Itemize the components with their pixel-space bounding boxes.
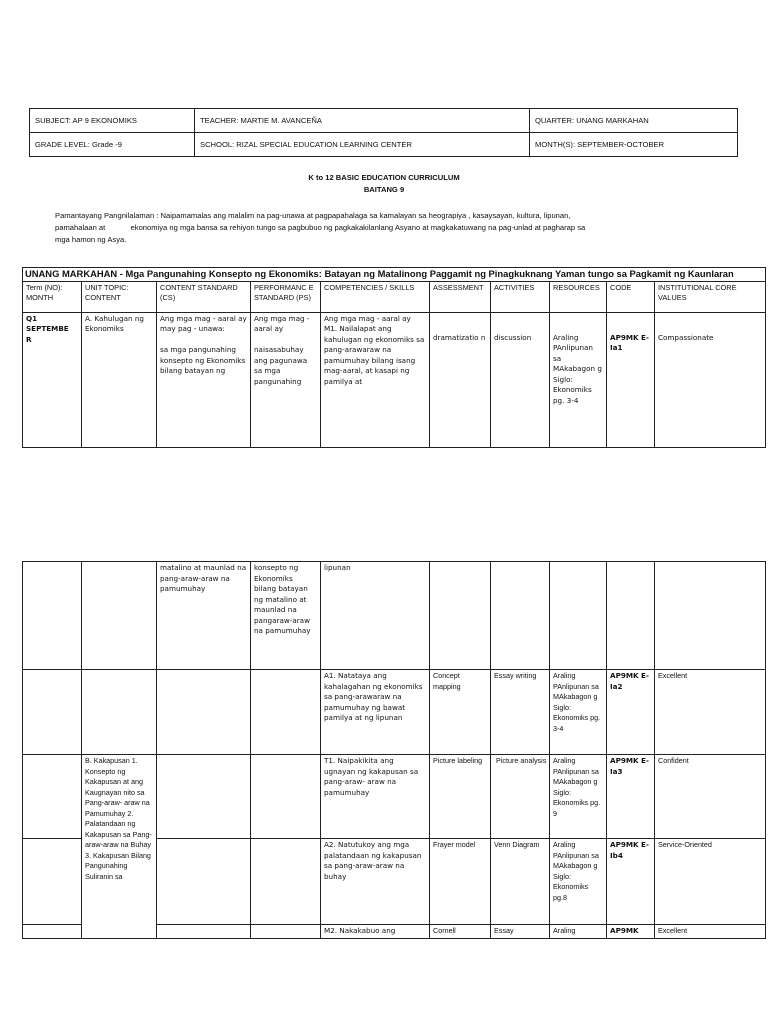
assessment-cell: Cornell xyxy=(430,925,491,939)
competency-cell: Ang mga mag - aaral ay M1. Nailalapat ang kahulugan ng ekonomiks sa pang-arawaraw na pamumuhay bilang isang mag-aaral, at kasapi ng pamilya at xyxy=(321,312,430,447)
topic-cell: A. Kahulugan ng Ekonomiks xyxy=(82,312,157,447)
performance-standard-cell xyxy=(251,670,321,755)
assessment-cell: Picture labeling xyxy=(430,755,491,839)
core-value-cell xyxy=(655,562,766,670)
resources-cell: Araling PAnlipunan sa MAkabagon g Siglo: Ekonomiks pg. 3-4 xyxy=(550,670,607,755)
core-value-cell: Service-Oriented xyxy=(655,839,766,925)
content-standard-cell xyxy=(157,925,251,939)
months-cell: MONTH(S): SEPTEMBER-OCTOBER xyxy=(530,133,738,157)
resources-cell xyxy=(550,562,607,670)
subject-cell: SUBJECT: AP 9 EKONOMIKS xyxy=(30,109,195,133)
teacher-cell: TEACHER: MARTIE M. AVANCEÑA xyxy=(195,109,530,133)
column-header-row xyxy=(23,281,766,312)
activity-cell: Essay xyxy=(491,925,550,939)
info-row xyxy=(30,109,738,133)
pamantayan-line: mga hamon ng Asya. xyxy=(55,235,127,244)
curriculum-title: K to 12 BASIC EDUCATION CURRICULUM xyxy=(308,173,460,182)
core-value-cell: Excellent xyxy=(655,670,766,755)
grade-cell: GRADE LEVEL: Grade -9 xyxy=(30,133,195,157)
code-cell: AP9MK E-Ia1 xyxy=(607,312,655,447)
column-header: CONTENT STANDARD (CS) xyxy=(157,281,251,312)
core-value-cell: Compassionate xyxy=(655,312,766,447)
pamantayan-paragraph xyxy=(55,210,715,246)
code-cell: AP9MK E-Ib4 xyxy=(607,839,655,925)
code-cell: AP9MK E-Ia3 xyxy=(607,755,655,839)
pamantayan-line: pamahalaan at ekonomiya ng mga bansa sa rehiyon tungo sa pagbubuo ng pagkakakilanlang Asyano at magkakatuwang na pag-unlad at pagharap sa xyxy=(55,223,586,232)
pamantayan-line xyxy=(55,210,715,222)
column-header: ACTIVITIES xyxy=(491,281,550,312)
curriculum-table-continued xyxy=(22,561,766,939)
resources-cell: Araling PAnlipunan sa MAkabagon g Siglo: Ekonomiks pg.8 xyxy=(550,839,607,925)
info-row xyxy=(30,133,738,157)
assessment-cell: Concept mapping xyxy=(430,670,491,755)
column-header: PERFORMANC E STANDARD (PS) xyxy=(251,281,321,312)
performance-standard-cell xyxy=(251,925,321,939)
quarter-cell: QUARTER: UNANG MARKAHAN xyxy=(530,109,738,133)
resources-cell: Araling PAnlipunan sa MAkabagon g Siglo: Ekonomiks pg. 9 xyxy=(550,755,607,839)
content-standard-cell xyxy=(157,839,251,925)
column-header: INSTITUTIONAL CORE VALUES xyxy=(655,281,766,312)
column-header: ASSESSMENT xyxy=(430,281,491,312)
table-row xyxy=(23,670,766,755)
term-cell xyxy=(23,755,82,839)
quarter-header: UNANG MARKAHAN - Mga Pangunahing Konsepto ng Ekonomiks: Batayan ng Matalinong Paggamit ng Pinagkuknang Yaman tungo sa Pagkamit ng Kaunlaran xyxy=(23,268,766,282)
table-row xyxy=(23,755,766,839)
topic-cell xyxy=(82,562,157,670)
curriculum-table xyxy=(22,267,766,448)
activity-cell xyxy=(491,562,550,670)
content-standard-cell: Ang mga mag - aaral ay may pag - unawa: sa mga pangunahing konsepto ng Ekonomiks bilang batayan ng xyxy=(157,312,251,447)
activity-cell: Picture analysis xyxy=(491,755,550,839)
grade-title: BAITANG 9 xyxy=(363,185,405,194)
code-cell: AP9MK xyxy=(607,925,655,939)
column-header: Term (NO): MONTH xyxy=(23,281,82,312)
column-header: CODE xyxy=(607,281,655,312)
resources-cell: Araling xyxy=(550,925,607,939)
competency-cell: A1. Natataya ang kahalagahan ng ekonomiks sa pang-arawaraw na pamumuhay ng bawat pamilya at ng lipunan xyxy=(321,670,430,755)
table-row xyxy=(23,562,766,670)
info-table xyxy=(29,108,738,157)
code-cell xyxy=(607,562,655,670)
assessment-cell: Frayer model xyxy=(430,839,491,925)
pamantayan-text: Naipamamalas ang malalim na pag-unawa at pagpapahalaga sa kamalayan sa heograpiya , kasaysayan, kultura, lipunan, xyxy=(158,211,571,220)
performance-standard-cell: konsepto ng Ekonomiks bilang batayan ng matalino at maunlad na pangaraw-araw na pamumuhay xyxy=(251,562,321,670)
performance-standard-cell: Ang mga mag - aaral ay naisasabuhay ang pagunawa sa mga pangunahing xyxy=(251,312,321,447)
assessment-cell: dramatizatio n xyxy=(430,312,491,447)
activity-cell: discussion xyxy=(491,312,550,447)
core-value-cell: Excellent xyxy=(655,925,766,939)
performance-standard-cell xyxy=(251,755,321,839)
column-header: COMPETENCIES / SKILLS xyxy=(321,281,430,312)
term-cell xyxy=(23,562,82,670)
column-header: UNIT TOPIC: CONTENT xyxy=(82,281,157,312)
activity-cell: Essay writing xyxy=(491,670,550,755)
column-header: RESOURCES xyxy=(550,281,607,312)
activity-cell: Venn Diagram xyxy=(491,839,550,925)
resources-cell: Araling PAnlipunan sa MAkabagon g Siglo: Ekonomiks pg. 3-4 xyxy=(550,312,607,447)
term-cell xyxy=(23,670,82,755)
topic-cell: B. Kakapusan 1. Konsepto ng Kakapusan at ang Kaugnayan nito sa Pang-araw- araw na Pamumuhay 2. Palatandaan ng Kakapusan sa Pang- araw-araw na Buhay 3. Kakapusan Bilang Pangunahing Suliranin sa xyxy=(82,755,157,939)
code-cell: AP9MK E-Ia2 xyxy=(607,670,655,755)
term-cell: Q1 SEPTEMBE R xyxy=(23,312,82,447)
term-cell xyxy=(23,839,82,925)
content-standard-cell xyxy=(157,670,251,755)
quarter-header-row xyxy=(23,268,766,282)
core-value-cell: Confident xyxy=(655,755,766,839)
content-standard-cell: matalino at maunlad na pang-araw-araw na pamumuhay xyxy=(157,562,251,670)
content-standard-cell xyxy=(157,755,251,839)
competency-cell: lipunan xyxy=(321,562,430,670)
assessment-cell xyxy=(430,562,491,670)
school-cell: SCHOOL: RIZAL SPECIAL EDUCATION LEARNING CENTER xyxy=(195,133,530,157)
competency-cell: M2. Nakakabuo ang xyxy=(321,925,430,939)
performance-standard-cell xyxy=(251,839,321,925)
term-cell xyxy=(23,925,82,939)
topic-cell xyxy=(82,670,157,755)
competency-cell: A2. Natutukoy ang mga palatandaan ng kakapusan sa pang-araw-araw na buhay xyxy=(321,839,430,925)
competency-cell: T1. Naipakikita ang ugnayan ng kakapusan sa pang-araw- araw na pamumuhay xyxy=(321,755,430,839)
pamantayan-label: Pamantayang Pangnilalaman : xyxy=(55,211,159,220)
table-row xyxy=(23,312,766,447)
